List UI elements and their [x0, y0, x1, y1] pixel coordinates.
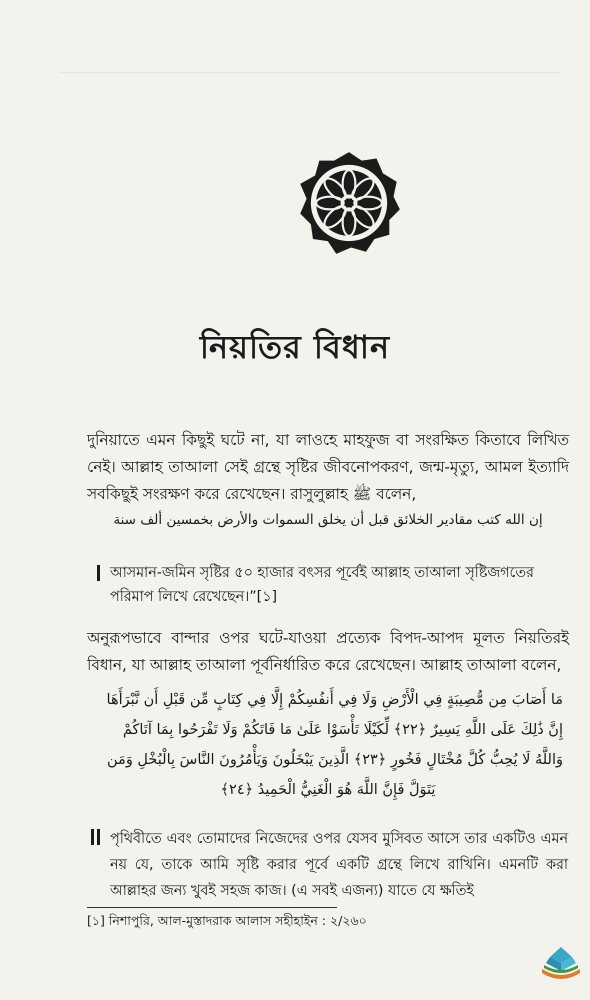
floral-ornament-icon — [296, 150, 402, 256]
quote-text: আসমান-জমিন সৃষ্টির ৫০ হাজার বৎসর পূর্বেই আল্লাহ তাআলা সৃষ্টিজগতের পরিমাপ লিখে রেখেছেন।”[১] — [110, 565, 534, 605]
paragraph: দুনিয়াতে এমন কিছুই ঘটে না, যা লাওহে মাহফুজ বা সংরক্ষিত কিতাবে লিখিত নেই। আল্লাহ তাআলা সেই গ্রন্থে সৃষ্টির জীবনোপকরণ, জন্ম-মৃত্যু, আমল ইত্যাদি সবকিছুই সংরক্ষণ করে রেখেছেন। রাসুলুল্লাহ ﷺ বলেন, — [87, 431, 569, 503]
footnote-divider — [87, 907, 337, 908]
verse-line: يَتَوَلَّ فَإِنَّ اللَّهَ هُوَ الْغَنِيُّ الْحَمِيدُ ﴿٢٤﴾ — [220, 782, 436, 798]
verse-line: مَا أَصَابَ مِن مُّصِيبَةٍ فِي الْأَرْضِ وَلَا فِي أَنفُسِكُمْ إِلَّا فِي كِتَابٍ مِّن قَبْلِ أَن نَّبْرَأَهَا — [106, 692, 563, 708]
arabic-hadith: إن الله كتب مقادير الخلائق قبل أن يخلق السموات والأرض بخمسين ألف سنة — [113, 512, 543, 528]
verse-line: وَاللَّهُ لَا يُحِبُّ كُلَّ مُخْتَالٍ فَخُورٍ ﴿٢٣﴾ الَّذِينَ يَبْخَلُونَ وَيَأْمُرُونَ النَّاسَ بِالْبُخْلِ وَمَن — [107, 752, 563, 768]
footnote: [১] নিশাপুরি, আল-মুস্তাদরাক আলাস সহীহাইন : ২/২৬০ — [87, 913, 367, 928]
quote-marker — [91, 829, 94, 845]
page-edge — [60, 72, 560, 73]
chapter-title: নিয়তির বিধান — [199, 328, 391, 366]
quote-marker — [97, 565, 100, 581]
quran-verses — [93, 685, 563, 805]
quote-text: পৃথিবীতে এবং তোমাদের নিজেদের ওপর যেসব মুসিবত আসে তার একটিও এমন নয় যে, তাকে আমি সৃষ্টি করার পূর্বে একটি গ্রন্থে লিখে রাখিনি। এমনটি করা আল্লাহর জন্য খুবই সহজ কাজ। (এ সবই এজন্য) যাতে যে ক্ষতিই — [110, 831, 568, 899]
publisher-logo-icon — [538, 945, 584, 985]
verse-line: إِنَّ ذَٰلِكَ عَلَى اللَّهِ يَسِيرٌ ﴿٢٢﴾ لِّكَيْلَا تَأْسَوْا عَلَىٰ مَا فَاتَكُمْ وَلَا تَفْرَحُوا بِمَا آتَاكُمْ — [122, 722, 563, 738]
paragraph: অনুরূপভাবে বান্দার ওপর ঘটে-যাওয়া প্রত্যেক বিপদ-আপদ মূলত নিয়তিরই বিধান, যা আল্লাহ তাআলা পূর্বনির্ধারিত করে রেখেছেন। আল্লাহ তাআলা বলেন, — [87, 629, 569, 674]
quote-marker — [97, 829, 100, 845]
